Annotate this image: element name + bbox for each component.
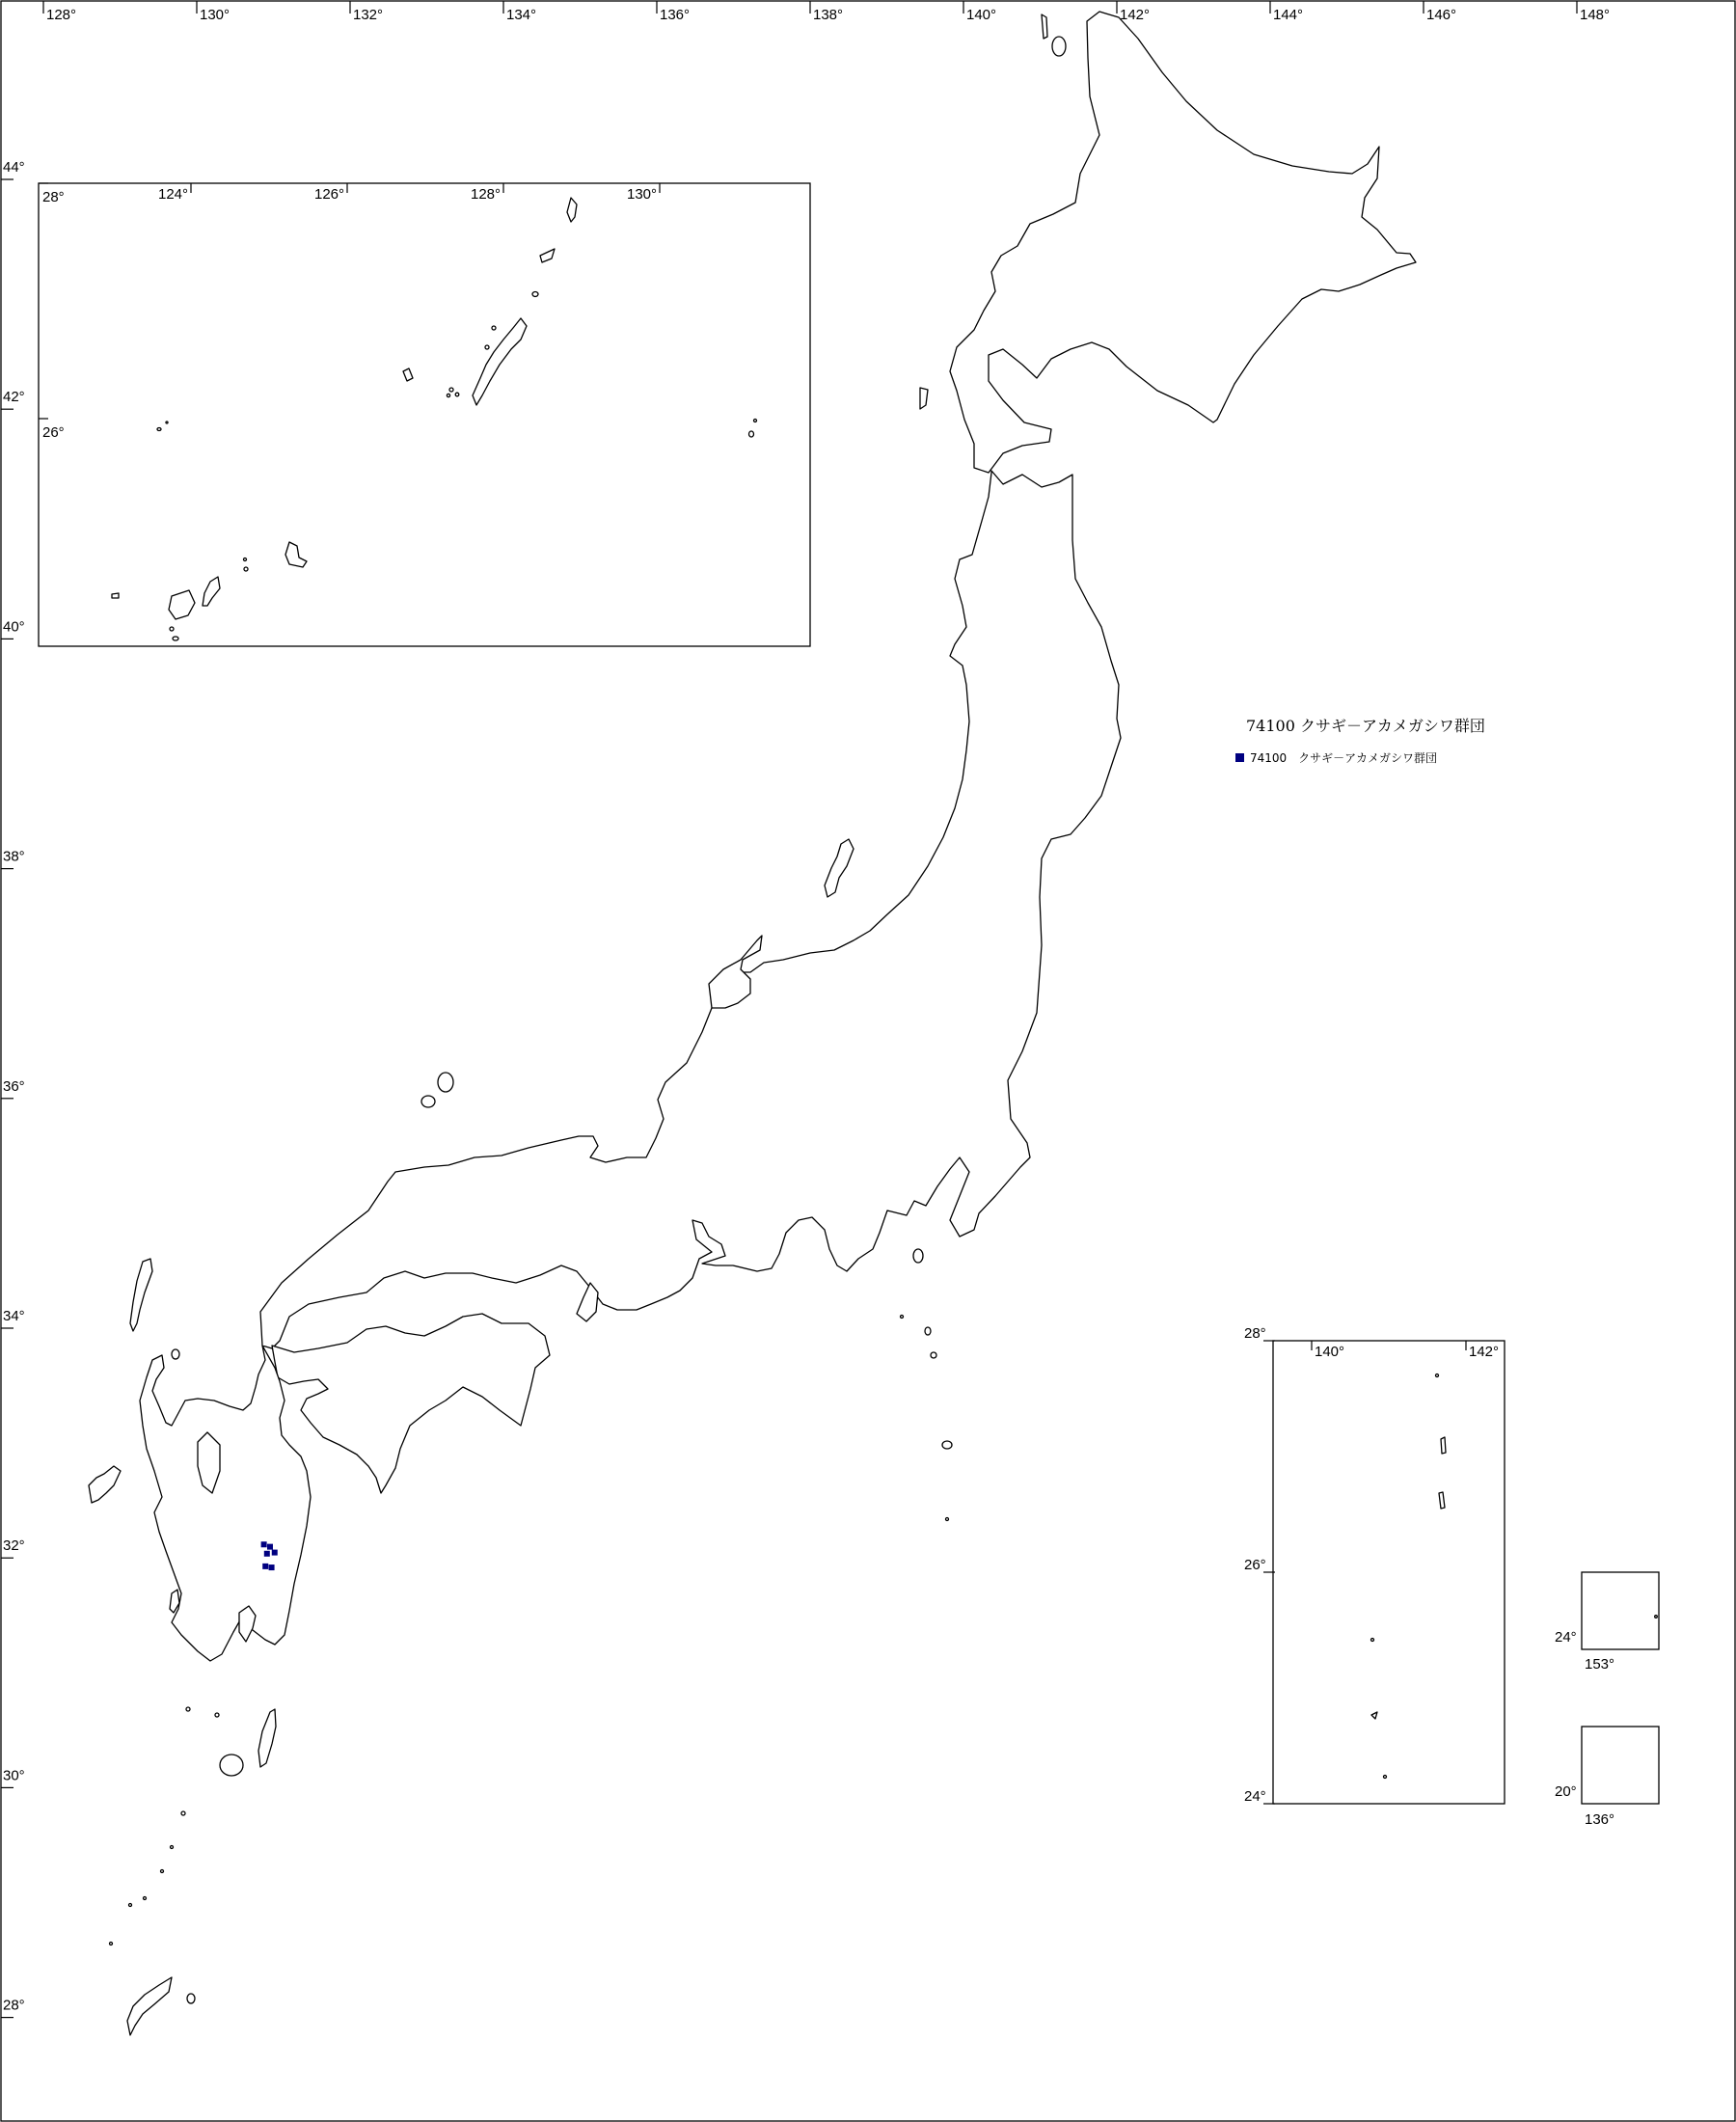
occurrence-marker	[269, 1564, 275, 1570]
hokkaido-coast	[950, 12, 1416, 473]
inset-ogasawara	[1244, 1325, 1505, 1805]
izu-oshima	[913, 1249, 923, 1263]
kerama-islet-1	[449, 388, 453, 392]
tokara-islet-6	[144, 1897, 147, 1900]
hachijojima	[942, 1441, 952, 1449]
senkaku-islet-2	[166, 422, 168, 423]
coastlines	[89, 12, 1416, 2035]
inset-ogasawara-lon-tick-label: 142°	[1469, 1344, 1500, 1360]
inset-ryukyu-lon-tick-label: 126°	[314, 186, 345, 203]
inset-ryukyu-frame	[39, 183, 810, 646]
kagoshima-bay	[239, 1606, 256, 1642]
yakushima	[220, 1755, 243, 1776]
occurrence-marker	[267, 1544, 273, 1550]
inset-okinotorishima-frame	[1582, 1727, 1659, 1804]
inset-okinotorishima-lat-label: 20°	[1555, 1783, 1577, 1800]
izu-island-5	[901, 1316, 904, 1319]
inset-ogasawara-frame	[1273, 1341, 1505, 1804]
oki-islands	[438, 1073, 453, 1092]
main-lon-tick-label: 144°	[1273, 7, 1304, 23]
inset-okinotorishima-lon-label: 136°	[1585, 1811, 1615, 1828]
senkaku-islet	[157, 428, 161, 431]
tokara-islet-1	[186, 1707, 190, 1711]
inset-ogasawara-lat-tick-label: 26°	[1244, 1557, 1266, 1573]
tsushima-island	[130, 1259, 152, 1331]
inset-ryukyu	[39, 183, 810, 646]
rishiri-island	[1052, 37, 1066, 56]
main-lon-tick-label: 128°	[46, 7, 77, 23]
izu-island-4	[946, 1518, 949, 1521]
inset-ryukyu-latitude-ticks	[39, 183, 65, 441]
miyako-islet-2	[244, 558, 247, 561]
kita-daito	[754, 420, 757, 422]
yonaguni-island	[112, 593, 119, 598]
inset-ogasawara-lat-tick-label: 28°	[1244, 1325, 1266, 1342]
hateruma-island	[173, 637, 178, 640]
iriomote-island	[169, 590, 195, 619]
main-lat-tick-label: 44°	[3, 159, 25, 176]
awaji-island	[577, 1283, 598, 1321]
minami-iwoto	[1384, 1776, 1387, 1779]
sado-island	[825, 839, 854, 897]
inset-ogasawara-lon-tick-label: 140°	[1315, 1344, 1345, 1360]
iheya-islet	[492, 326, 496, 330]
inset-ryukyu-lon-tick-label: 128°	[471, 186, 502, 203]
miyako-islet-1	[244, 567, 248, 571]
main-lat-tick-label: 40°	[3, 618, 25, 636]
main-lat-tick-label: 36°	[3, 1077, 25, 1095]
main-lat-tick-label: 30°	[3, 1767, 25, 1784]
occurrence-marker	[272, 1550, 278, 1556]
inset-ogasawara-longitude-ticks	[1312, 1341, 1499, 1360]
hahajima-group	[1439, 1492, 1445, 1509]
okushiri-island	[920, 388, 928, 409]
main-lon-tick-label: 136°	[660, 7, 691, 23]
goto-islands	[89, 1466, 121, 1503]
inset-ryukyu-lat-tick-label: 26°	[42, 424, 65, 441]
main-lat-tick-label: 42°	[3, 389, 25, 406]
inset-minamitorishima-lon-label: 153°	[1585, 1656, 1615, 1673]
legend-swatch	[1235, 753, 1244, 762]
kikaijima	[187, 1994, 195, 2003]
tokunoshima	[567, 198, 577, 222]
tokara-islet-3	[181, 1811, 185, 1815]
main-longitude-ticks	[43, 1, 1610, 23]
inset-ryukyu-lon-tick-label: 130°	[627, 186, 658, 203]
daito-islands	[749, 431, 754, 437]
miyako-island	[285, 542, 307, 567]
occurrence-marker	[261, 1541, 267, 1547]
inset-ogasawara-lat-tick-label: 24°	[1244, 1788, 1266, 1805]
main-lat-tick-label: 28°	[3, 1997, 25, 2014]
tokara-islet-4	[171, 1846, 174, 1849]
chichijima-group	[1441, 1437, 1446, 1454]
main-lat-tick-label: 38°	[3, 848, 25, 865]
tokara-islet-7	[129, 1904, 132, 1907]
inset-minamitorishima-lat-label: 24°	[1555, 1629, 1577, 1646]
main-lon-tick-label: 140°	[966, 7, 997, 23]
kerama-islet-2	[455, 393, 459, 396]
main-lon-tick-label: 138°	[813, 7, 844, 23]
occurrence-marker	[264, 1551, 270, 1557]
kyushu-coast	[140, 1346, 311, 1661]
tokara-islet-5	[161, 1870, 164, 1873]
kume-island	[403, 368, 413, 381]
inset-minamitorishima-frame	[1582, 1572, 1659, 1649]
ie-islet	[485, 345, 489, 349]
okinawa-island	[473, 318, 527, 405]
iki-island	[172, 1349, 179, 1359]
main-lon-tick-label: 148°	[1580, 7, 1611, 23]
shikoku-coast	[272, 1314, 550, 1493]
izu-island-2	[925, 1327, 931, 1335]
nishinoshima	[1371, 1639, 1374, 1642]
main-lon-tick-label: 146°	[1426, 7, 1457, 23]
map-title: 74100 クサギ－アカメガシワ群団	[1246, 717, 1485, 735]
main-lon-tick-label: 134°	[506, 7, 537, 23]
mukojima-islet	[1436, 1374, 1439, 1377]
ishigaki-island	[203, 577, 220, 606]
rebun-island	[1042, 14, 1047, 39]
main-lat-tick-label: 32°	[3, 1537, 25, 1555]
minamitorishima	[1655, 1616, 1658, 1619]
yaeyama-islet	[170, 627, 174, 631]
main-lon-tick-label: 142°	[1120, 7, 1151, 23]
oki-islets	[421, 1096, 435, 1107]
tanegashima	[258, 1709, 276, 1767]
main-lon-tick-label: 130°	[200, 7, 231, 23]
tokara-islet-8	[110, 1943, 113, 1945]
honshu-coast	[260, 471, 1121, 1348]
iwoto	[1371, 1712, 1377, 1719]
inset-ryukyu-longitude-ticks	[158, 183, 660, 203]
inset-minamitorishima	[1555, 1572, 1659, 1673]
yoron-island	[540, 249, 555, 262]
occurrence-marker	[262, 1564, 268, 1569]
main-lat-tick-label: 34°	[3, 1308, 25, 1324]
kerama-islet-3	[447, 394, 449, 396]
inset-ryukyu-lon-tick-label: 124°	[158, 186, 189, 203]
main-lon-tick-label: 132°	[353, 7, 384, 23]
tokara-islet-2	[215, 1713, 219, 1717]
amami-oshima	[127, 1977, 172, 2035]
okinoerabu	[532, 292, 538, 297]
inset-ogasawara-latitude-ticks	[1244, 1325, 1275, 1805]
izu-island-3	[931, 1352, 936, 1358]
inset-okinotorishima	[1555, 1727, 1659, 1828]
legend-label: 74100 クサギ－アカメガシワ群団	[1250, 751, 1438, 765]
inset-ryukyu-lat-tick-label: 28°	[42, 189, 65, 205]
main-latitude-ticks	[1, 159, 25, 2018]
